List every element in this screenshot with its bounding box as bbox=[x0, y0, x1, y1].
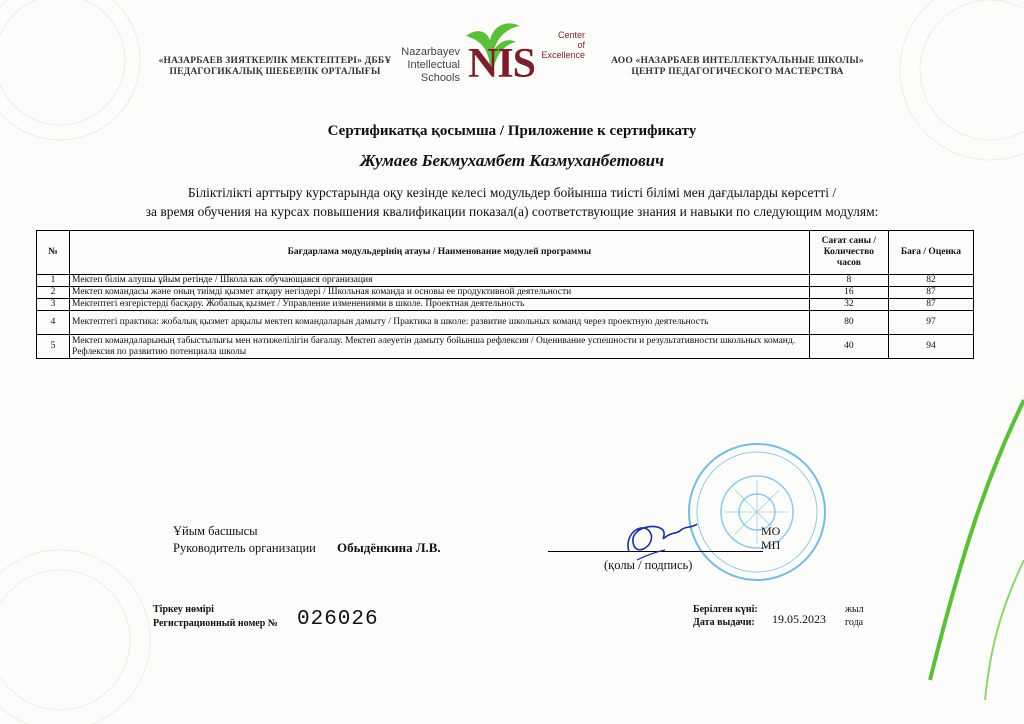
cell-no: 1 bbox=[37, 275, 70, 287]
cell-name: Мектептегі практика: жобалық қызмет арқылы мектеп командаларын дамыту / Практика в школе: развитие школьных команд через проектную деятельность bbox=[70, 311, 810, 335]
stamp-mp-label: МП bbox=[761, 538, 781, 552]
registration-label-kz: Тіркеу нөмірі bbox=[153, 604, 214, 615]
col-header-name: Бағдарлама модульдерінің атауы / Наименование модулей программы bbox=[70, 231, 810, 275]
intro-line2: за время обучения на курсах повышения квалификации показал(а) соответствующие знания и навыки по следующим модулям: bbox=[145, 204, 879, 219]
cell-hours: 40 bbox=[809, 335, 888, 359]
cell-grade: 82 bbox=[888, 275, 973, 287]
signature-label-ru: Руководитель организации bbox=[173, 541, 316, 555]
cell-hours: 80 bbox=[809, 311, 888, 335]
issue-date-label-ru: Дата выдачи: bbox=[693, 617, 755, 628]
official-stamp-icon bbox=[685, 440, 830, 585]
nis-logo-mark: NIS bbox=[468, 41, 536, 87]
table-row bbox=[37, 311, 974, 335]
table-row bbox=[37, 335, 974, 359]
issue-year-label bbox=[845, 603, 864, 629]
cell-no: 3 bbox=[37, 299, 70, 311]
cell-grade: 97 bbox=[888, 311, 973, 335]
cell-hours: 16 bbox=[809, 287, 888, 299]
table-row bbox=[37, 275, 974, 287]
logo-line3: Schools bbox=[420, 72, 460, 84]
col-header-grade: Баға / Оценка bbox=[888, 231, 973, 275]
cell-grade: 87 bbox=[888, 299, 973, 311]
issue-date-label-kz: Берілген күні: bbox=[693, 604, 758, 615]
cell-no: 5 bbox=[37, 335, 70, 359]
col-header-no: № bbox=[37, 231, 70, 275]
signature-label-kz: Ұйым басшысы bbox=[173, 524, 258, 538]
header-left bbox=[150, 56, 400, 78]
logo-line2: Intellectual bbox=[407, 59, 460, 71]
table-row bbox=[37, 299, 974, 311]
director-name: Обыдёнкина Л.В. bbox=[337, 540, 441, 555]
issue-year-kz: жыл bbox=[845, 604, 864, 615]
intro-line1: Біліктілікті арттыру курстарында оқу кезінде келесі модульдер бойынша тиісті білімі мен дағдыларды көрсетті / bbox=[187, 185, 837, 200]
cell-no: 2 bbox=[37, 287, 70, 299]
cell-hours: 32 bbox=[809, 299, 888, 311]
intro-text bbox=[0, 183, 1024, 221]
logo-line1: Nazarbayev bbox=[401, 46, 460, 58]
issue-date: 19.05.2023 bbox=[772, 612, 826, 626]
registration-number: 026026 bbox=[297, 608, 379, 631]
document-title: Сертификатқа қосымша / Приложение к сертификату bbox=[327, 123, 697, 139]
col-header-hours: Сағат саны / Количество часов bbox=[809, 231, 888, 275]
cell-hours: 8 bbox=[809, 275, 888, 287]
cell-grade: 87 bbox=[888, 287, 973, 299]
cell-no: 4 bbox=[37, 311, 70, 335]
header-right bbox=[605, 56, 870, 78]
modules-table bbox=[36, 230, 974, 359]
logo-center-of-excellence: Center of Excellence bbox=[541, 30, 585, 60]
table-row bbox=[37, 287, 974, 299]
cell-name: Мектептегі өзгерістерді басқару. Жобалық қызмет / Управление изменениями в школе. Проектная деятельность bbox=[70, 299, 810, 311]
cell-name: Мектеп командасы және оның тиімді қызмет атқару негіздері / Школьная команда и основы ее продуктивной деятельности bbox=[70, 287, 810, 299]
header-right-line2: ЦЕНТР ПЕДАГОГИЧЕСКОГО МАСТЕРСТВА bbox=[631, 67, 844, 77]
header-right-line1: АОО «НАЗАРБАЕВ ИНТЕЛЛЕКТУАЛЬНЫЕ ШКОЛЫ» bbox=[611, 56, 864, 66]
cell-grade: 94 bbox=[888, 335, 973, 359]
signature-caption: (қолы / подпись) bbox=[604, 558, 693, 572]
header-left-line1: «НАЗАРБАЕВ ЗИЯТКЕРЛІК МЕКТЕПТЕРІ» ДББҰ bbox=[158, 56, 392, 66]
stamp-mo-mp bbox=[761, 524, 780, 552]
recipient-name: Жумаев Бекмухамбет Казмуханбетович bbox=[359, 151, 665, 170]
table-header-row bbox=[37, 231, 974, 275]
registration-label-ru: Регистрационный номер № bbox=[153, 618, 278, 629]
issue-year-ru: года bbox=[845, 617, 864, 628]
stamp-mo-label: МО bbox=[761, 524, 781, 538]
header-left-line2: ПЕДАГОГИКАЛЫҚ ШЕБЕРЛІК ОРТАЛЫҒЫ bbox=[169, 67, 381, 77]
cell-name: Мектеп командаларының табыстылығы мен нәтижелілігін бағалау. Мектеп әлеуетін дамыту бойынша рефлексия / Оценивание успешности и результативности школьных команд. Рефлексия по развитию потенциала школы bbox=[70, 335, 810, 359]
cell-name: Мектеп білім алушы ұйым ретінде / Школа как обучающаяся организация bbox=[70, 275, 810, 287]
